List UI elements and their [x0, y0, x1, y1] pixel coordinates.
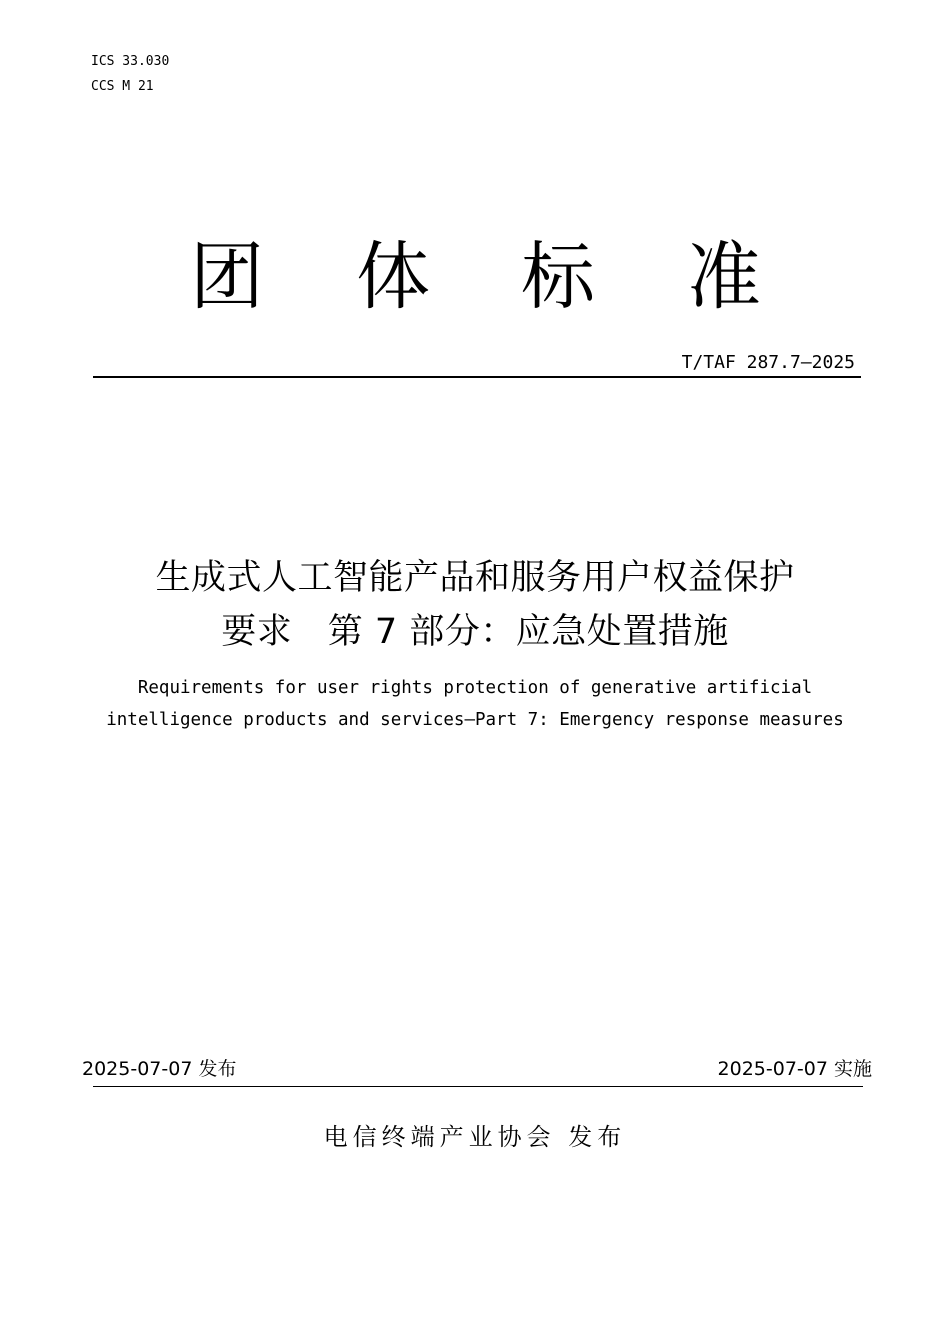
standard-type-char-1: 团	[190, 234, 264, 320]
header-divider	[93, 376, 861, 378]
ccs-code: CCS M 21	[91, 79, 154, 94]
title-cn-line-2: 要求 第 7 部分：应急处置措施	[221, 612, 729, 652]
implementation-date: 2025-07-07 实施	[717, 1058, 872, 1080]
standard-type-char-3: 标	[521, 234, 595, 320]
issue-date: 2025-07-07 发布	[82, 1058, 237, 1080]
ics-code: ICS 33.030	[91, 54, 170, 69]
footer-divider	[93, 1086, 863, 1087]
publisher: 电信终端产业协会 发布	[323, 1123, 627, 1151]
title-en-line-1: Requirements for user rights protection of generative artificial	[137, 678, 813, 698]
title-en-line-2: intelligence products and services—Part 7: Emergency response measures	[106, 710, 844, 730]
title-cn-line-1: 生成式人工智能产品和服务用户权益保护	[155, 558, 795, 598]
standard-type-char-4: 准	[687, 234, 761, 320]
standard-type-char-2: 体	[356, 234, 430, 320]
standard-number: T/TAF 287.7—2025	[681, 352, 855, 373]
